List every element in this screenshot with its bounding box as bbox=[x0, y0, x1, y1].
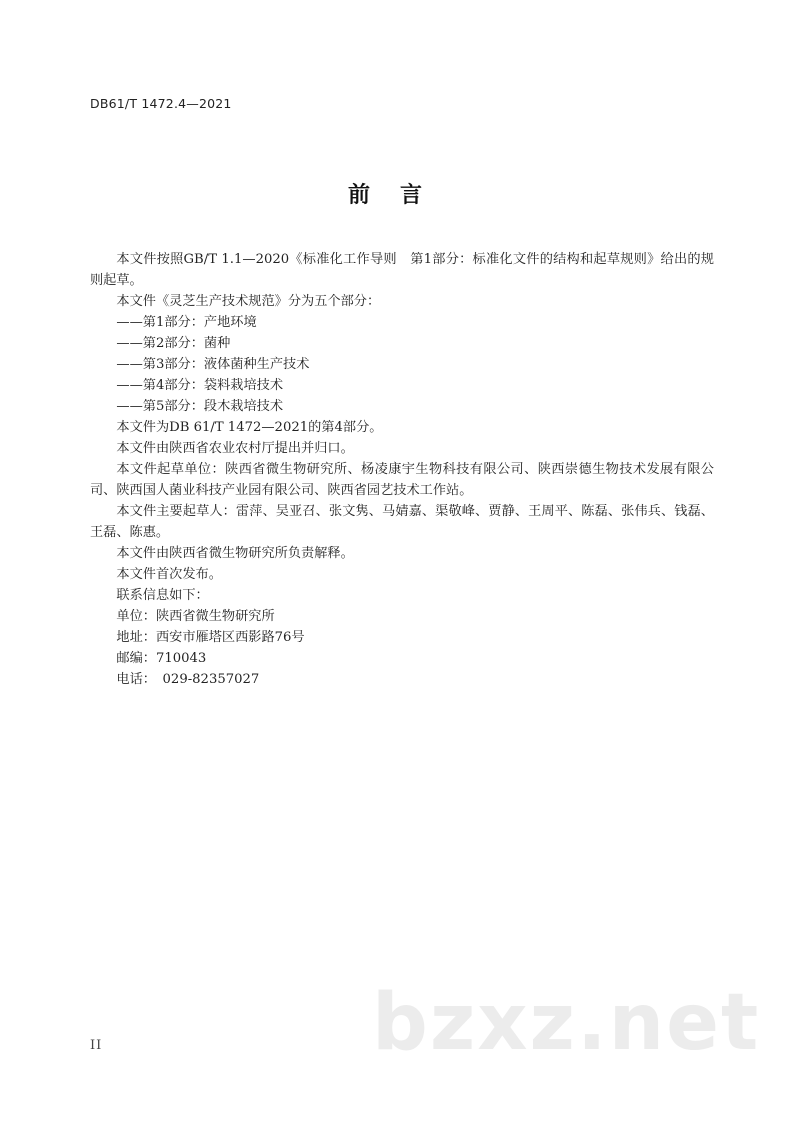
paragraph-this-part: 本文件为DB 61/T 1472—2021的第4部分。 bbox=[116, 420, 383, 435]
list-item-part-2: ——第2部分：菌种 bbox=[116, 336, 231, 351]
foreword-body bbox=[90, 249, 714, 690]
paragraph-parts-intro: 本文件《灵芝生产技术规范》分为五个部分： bbox=[116, 294, 381, 309]
list-item-part-1: ——第1部分：产地环境 bbox=[116, 315, 257, 330]
document-code: DB61/T 1472.4—2021 bbox=[90, 96, 232, 111]
list-item-part-3: ——第3部分：液体菌种生产技术 bbox=[116, 357, 310, 372]
paragraph-contact-intro: 联系信息如下： bbox=[116, 588, 209, 603]
watermark: bzxz.net bbox=[372, 978, 761, 1068]
contact-address: 地址：西安市雁塔区西影路76号 bbox=[116, 630, 305, 645]
paragraph-drafters: 本文件主要起草人：雷萍、吴亚召、张文隽、马婧嘉、渠敬峰、贾静、王周平、陈磊、张伟兵、钱磊、王磊、陈惠。 bbox=[90, 504, 714, 540]
list-item-part-5: ——第5部分：段木栽培技术 bbox=[116, 399, 284, 414]
contact-unit: 单位：陕西省微生物研究所 bbox=[116, 609, 275, 624]
paragraph-proposed-by: 本文件由陕西省农业农村厅提出并归口。 bbox=[116, 441, 354, 456]
paragraph-first-release: 本文件首次发布。 bbox=[116, 567, 222, 582]
page-number: II bbox=[90, 1038, 103, 1053]
list-item-part-4: ——第4部分：袋料栽培技术 bbox=[116, 378, 284, 393]
paragraph-interpretation: 本文件由陕西省微生物研究所负责解释。 bbox=[116, 546, 354, 561]
contact-postcode: 邮编：710043 bbox=[116, 651, 207, 666]
paragraph-drafting-rules: 本文件按照GB/T 1.1—2020《标准化工作导则 第1部分：标准化文件的结构和起草规则》给出的规则起草。 bbox=[90, 252, 714, 288]
paragraph-drafting-units: 本文件起草单位：陕西省微生物研究所、杨凌康宇生物科技有限公司、陕西崇德生物技术发展有限公司、陕西国人菌业科技产业园有限公司、陕西省园艺技术工作站。 bbox=[90, 462, 714, 498]
contact-phone: 电话： 029-82357027 bbox=[116, 672, 260, 687]
page-title: 前言 bbox=[347, 183, 452, 208]
